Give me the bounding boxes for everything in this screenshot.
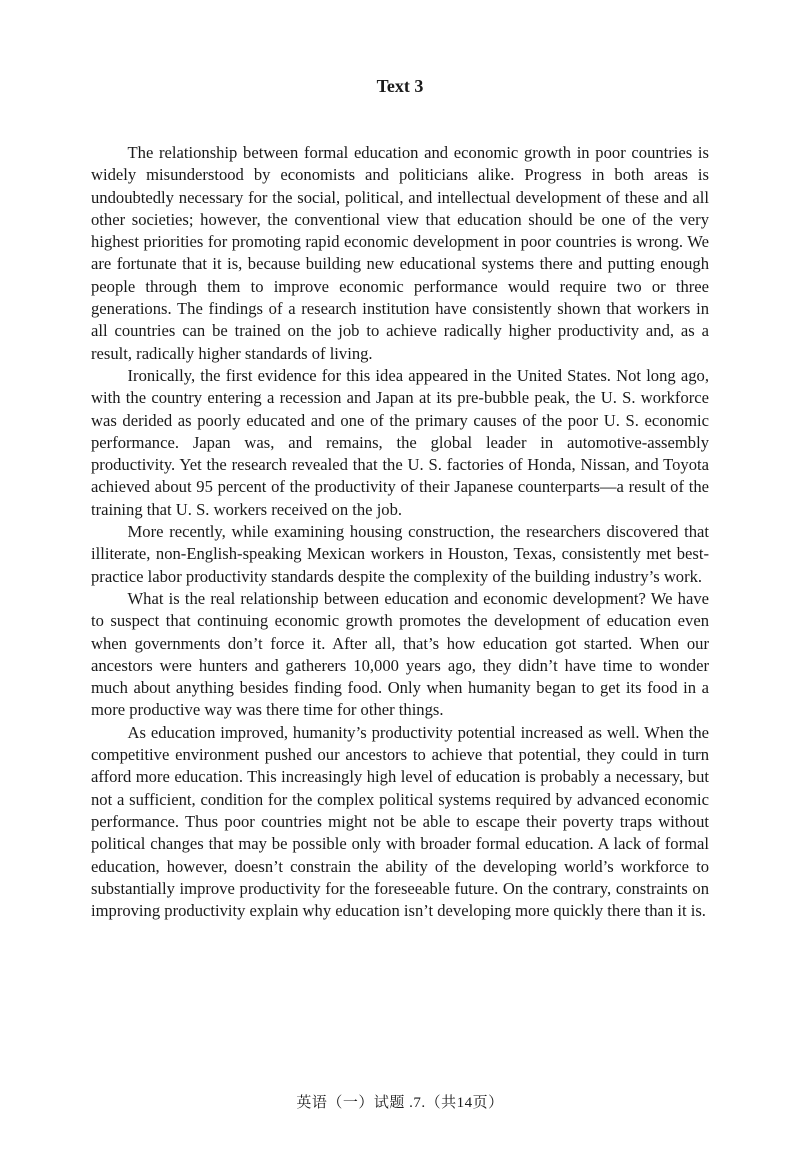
page-footer: 英语（一）试题 .7.（共14页）	[296, 1095, 504, 1111]
paragraph-2: Ironically, the first evidence for this idea appeared in the United States. Not long ago, with the country entering a recession and Japan at its pre-bubble peak, the U. S. workforce was derided as poorly educated and one of the primary causes of the poor U. S. economic performance. Japan was, and remains, the global leader in automotive-assembly productivity. Yet the research revealed that the U. S. factories of Honda, Nissan, and Toyota achieved about 95 percent of the productivity of their Japanese counterparts—a result of the training that U. S. workers received on the job.	[91, 365, 709, 519]
passage-body	[91, 142, 709, 922]
text-title: Text 3	[376, 76, 424, 96]
paragraph-4: What is the real relationship between education and economic development? We have to suspect that continuing economic growth promotes the development of education even when governments don’t force it. After all, that’s how education got started. When our ancestors were hunters and gatherers 10,000 years ago, they didn’t have time to wonder much about anything besides finding food. Only when humanity began to get its food in a more productive way was there time for other things.	[91, 588, 709, 720]
paragraph-5: As education improved, humanity’s productivity potential increased as well. When the competitive environment pushed our ancestors to achieve that potential, they could in turn afford more education. This increasingly high level of education is probably a necessary, but not a sufficient, condition for the complex political systems required by advanced economic performance. Thus poor countries might not be able to escape their poverty traps without political changes that may be possible only with broader formal education. A lack of formal education, however, doesn’t constrain the ability of the developing world’s workforce to substantially improve productivity for the foreseeable future. On the contrary, constraints on improving productivity explain why education isn’t developing more quickly there than it is.	[91, 722, 709, 921]
paragraph-3: More recently, while examining housing construction, the researchers discovered that illiterate, non-English-speaking Mexican workers in Houston, Texas, consistently met best-practice labor productivity standards despite the complexity of the building industry’s work.	[91, 522, 709, 586]
paragraph-1: The relationship between formal education and economic growth in poor countries is widely misunderstood by economists and politicians alike. Progress in both areas is undoubtedly necessary for the social, political, and intellectual development of these and all other societies; however, the conventional view that education should be one of the very highest priorities for promoting rapid economic development in poor countries is wrong. We are fortunate that it is, because building new educational systems there and putting enough people through them to improve economic performance would require two or three generations. The findings of a research institution have consistently shown that workers in all countries can be trained on the job to achieve radically higher productivity and, as a result, radically higher standards of living.	[91, 143, 709, 363]
